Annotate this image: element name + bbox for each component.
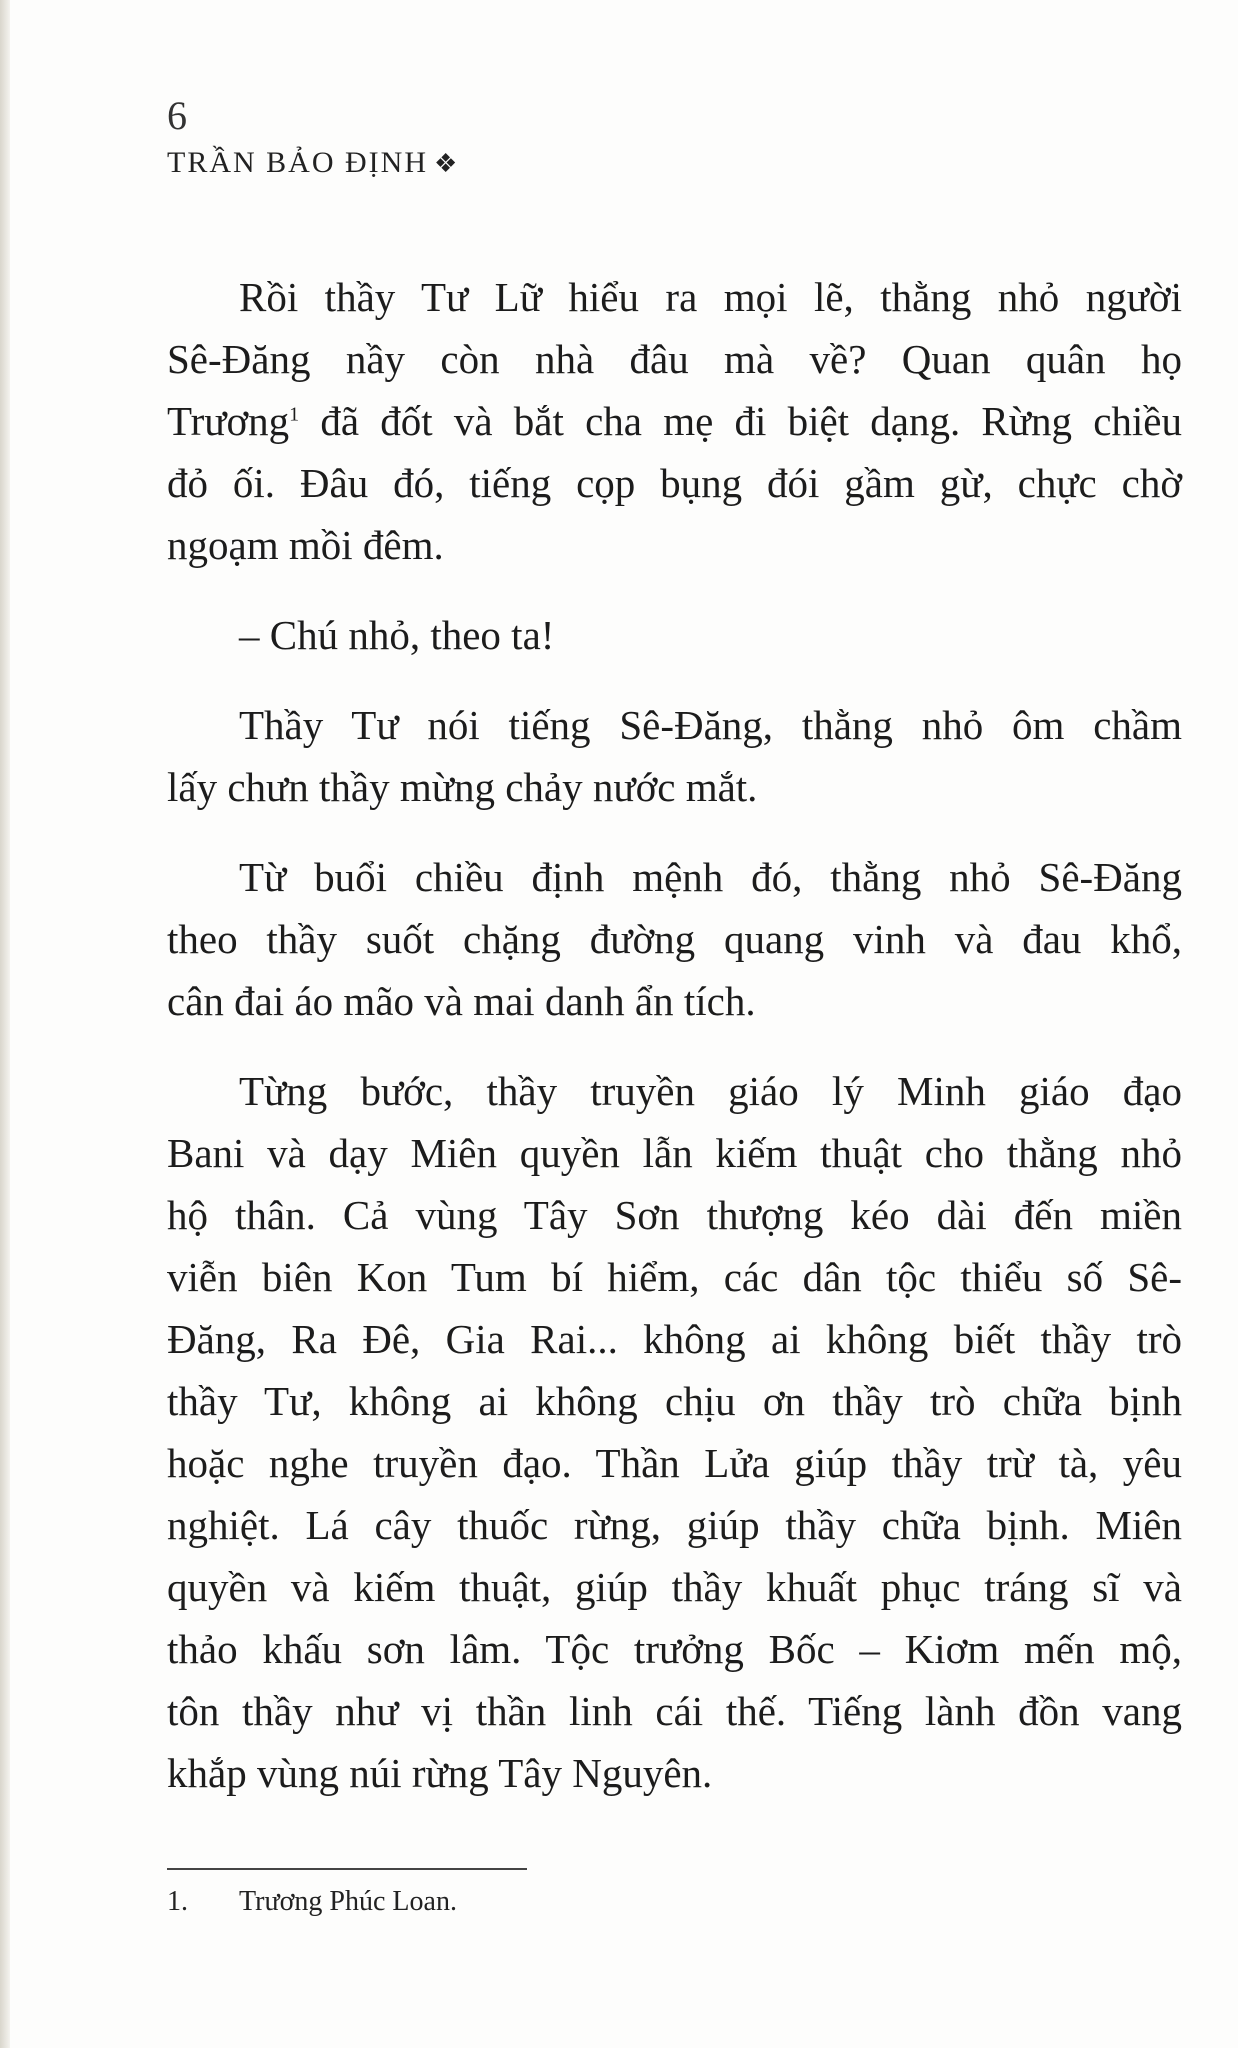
text-line: Sê-Đăng nầy còn nhà đâu mà về? Quan quân họ [167, 336, 1182, 382]
text-line: lấy chưn thầy mừng chảy nước mắt. [167, 764, 758, 810]
text-line: khắp vùng núi rừng Tây Nguyên. [167, 1750, 713, 1796]
text-line: Bani và dạy Miên quyền lẫn kiếm thuật cho thằng nhỏ [167, 1130, 1182, 1176]
author-name: TRẦN BẢO ĐỊNH [167, 146, 428, 179]
text-line: Thầy Tư nói tiếng Sê-Đăng, thằng nhỏ ôm chầm [239, 702, 1182, 748]
ornament-icon: ❖ [434, 149, 460, 178]
word-truong: Trương [167, 398, 290, 444]
text-line: nghiệt. Lá cây thuốc rừng, giúp thầy chữa bịnh. Miên [167, 1502, 1182, 1548]
text-line: thầy Tư, không ai không chịu ơn thầy trò chữa bịnh [167, 1378, 1182, 1424]
footnote-divider [167, 1868, 527, 1870]
footnote-ref: 1 [289, 403, 300, 426]
paragraph-4 [167, 846, 1182, 1032]
text-line: đỏ ối. Đâu đó, tiếng cọp bụng đói gầm gừ, chực chờ [167, 460, 1182, 506]
page-edge-shadow [0, 0, 10, 2048]
footnote-number: 1. [167, 1886, 188, 1917]
dialogue-line: – Chú nhỏ, theo ta! [239, 612, 555, 658]
text-line: ngoạm mồi đêm. [167, 522, 444, 568]
text-line: Đăng, Ra Đê, Gia Rai... không ai không biết thầy trò [167, 1316, 1182, 1362]
paragraph-5 [167, 1060, 1182, 1804]
line-rest: đã đốt và bắt cha mẹ đi biệt dạng. Rừng chiều [320, 398, 1182, 444]
paragraph-1 [167, 266, 1182, 576]
text-line: cân đai áo mão và mai danh ẩn tích. [167, 978, 756, 1024]
body-text [167, 266, 1182, 1832]
text-line: Từng bước, thầy truyền giáo lý Minh giáo đạo [239, 1068, 1182, 1114]
text-line-with-footnote [167, 390, 1182, 452]
text-line: hộ thân. Cả vùng Tây Sơn thượng kéo dài đến miền [167, 1192, 1182, 1238]
text-line: theo thầy suốt chặng đường quang vinh và đau khổ, [167, 916, 1182, 962]
text-line: Rồi thầy Tư Lữ hiểu ra mọi lẽ, thằng nhỏ người [239, 274, 1182, 320]
text-line: quyền và kiếm thuật, giúp thầy khuất phục tráng sĩ và [167, 1564, 1182, 1610]
footnote [167, 1886, 457, 1918]
page-number: 6 [167, 93, 187, 138]
text-line: thảo khấu sơn lâm. Tộc trưởng Bốc – Kiơm mến mộ, [167, 1626, 1182, 1672]
text-line: viễn biên Kon Tum bí hiểm, các dân tộc thiểu số Sê- [167, 1254, 1182, 1300]
footnote-text: Trương Phúc Loan. [239, 1886, 457, 1917]
text-line: Từ buổi chiều định mệnh đó, thằng nhỏ Sê-Đăng [239, 854, 1182, 900]
paragraph-2 [167, 604, 1182, 666]
paragraph-3 [167, 694, 1182, 818]
running-head [167, 146, 459, 180]
text-line: hoặc nghe truyền đạo. Thần Lửa giúp thầy trừ tà, yêu [167, 1440, 1182, 1486]
text-line: tôn thầy như vị thần linh cái thế. Tiếng lành đồn vang [167, 1688, 1182, 1734]
